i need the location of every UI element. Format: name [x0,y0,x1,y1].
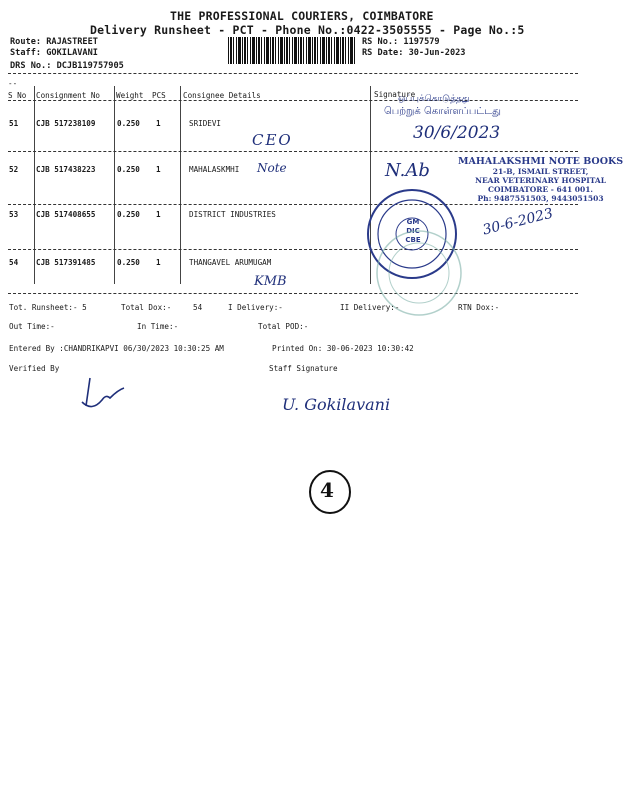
handwritten-note: Note [257,161,287,175]
signature-initials: N.Ab [385,160,430,181]
entered-by: Entered By :CHANDRIKAPVI 06/30/2023 10:30:25 AM [9,344,224,353]
printed-on: Printed On: 30-06-2023 10:30:42 [272,344,414,353]
signature-date: 30/6/2023 [413,123,501,143]
col-pcs: PCS [152,91,166,100]
rs-date: RS Date: 30-Jun-2023 [362,48,466,58]
signature-date-53: 30-6-2023 [481,205,555,239]
handwritten-note: KMB [254,274,287,289]
header-divider [8,73,578,74]
col-consignment: Consignment No [36,91,101,100]
verifier-signature [80,376,130,416]
circled-number: 4 [320,478,334,502]
barcode [228,37,356,64]
col-sno: S No [8,91,27,100]
col-weight: Weight [116,91,144,100]
ii-delivery: II Delivery:- [340,303,400,312]
out-time: Out Time:- [9,322,55,331]
seal-text: GM DIC CBE [405,218,421,244]
staff-signature: U. Gokilavani [282,395,391,414]
total-dox-value: 54 [193,303,203,312]
tamil-stamp-line1: ஒப்புக்கொடுத்தது [398,94,470,104]
company-title: THE PROFESSIONAL COURIERS, COIMBATORE [170,9,434,23]
verified-by: Verified By [9,364,60,373]
col-signature: Signature [374,90,416,99]
total-dox-label: Total Dox:- [121,303,172,312]
i-delivery: I Delivery:- [228,303,283,312]
rtn-dox: RTN Dox:- [458,303,500,312]
col-consignee: Consignee Details [183,91,261,100]
tamil-stamp-line2: பெற்றுக் கொள்ளப்பட்டது [384,106,501,117]
in-time: In Time:- [137,322,179,331]
shop-stamp: MAHALAKSHMI NOTE BOOKS 21-B, ISMAIL STREET, NEAR VETERINARY HOSPITAL COIMBATORE - 641 001. Ph: 9487551503, 9443051503 [458,156,623,203]
handwritten-note: CEO [252,131,293,149]
rs-number: RS No.: 1197579 [362,37,440,47]
total-runsheet: Tot. Runsheet:- 5 [9,303,87,312]
drs-number: DRS No.: DCJB119757905 [10,61,124,71]
route-label: Route: RAJASTREET [10,37,98,47]
pre-rows-marker: -- [8,79,18,88]
total-pod: Total POD:- [258,322,309,331]
staff-label: Staff: GOKILAVANI [10,48,98,58]
runsheet-subtitle: Delivery Runsheet - PCT - Phone No.:0422-3505555 - Page No.:5 [90,23,525,37]
staff-signature-label: Staff Signature [269,364,338,373]
